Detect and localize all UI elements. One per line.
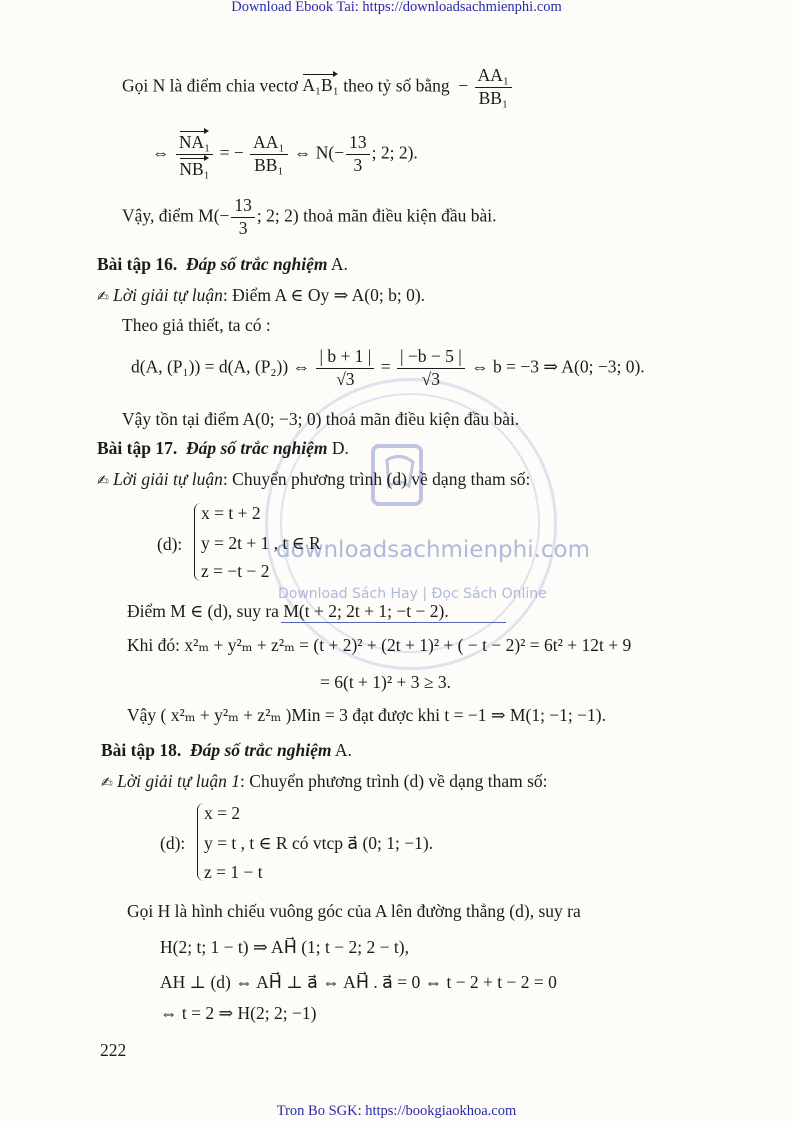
exercise-17-system-z: z = −t − 2 xyxy=(201,561,270,581)
exercise-17-system-y: y = 2t + 1 , t ∈ R xyxy=(201,533,321,553)
exercise-18-system-z: z = 1 − t xyxy=(204,862,263,882)
watermark-site: downloadsachmienphi.com xyxy=(276,537,591,563)
page-number: 222 xyxy=(100,1040,127,1060)
exercise-16-conclusion: Vậy tồn tại điểm A(0; −3; 0) thoả mãn điều kiện đầu bài. xyxy=(122,409,520,429)
exercise-18-projection: Gọi H là hình chiếu vuông góc của A lên đường thẳng (d), suy ra xyxy=(127,901,581,921)
exercise-18-h-coords: H(2; t; 1 − t) ⇒ AH⃗ (1; t − 2; 2 − t), xyxy=(160,937,409,957)
system-brace xyxy=(194,503,201,581)
ratio-fraction: $\frac{\text{AA₁}}{\text{BB₁}}$ xyxy=(475,65,512,110)
exercise-16-given: Theo giả thiết, ta có : xyxy=(122,315,271,335)
coord-fraction-m: $\frac{13}{3}$ xyxy=(231,195,255,240)
exercise-16-solution: ✍ Lời giải tự luận: Điểm A ∈ Oy ⇒ A(0; b; 0). xyxy=(97,285,426,305)
vector-fraction: $\frac{\text{NA₁}}{\text{NB₁}}$ xyxy=(176,128,213,181)
exercise-18-solution: ✍ Lời giải tự luận 1: Chuyển phương trình (d) về dạng tham số: xyxy=(101,771,548,791)
exercise-18-d-label: (d): xyxy=(160,833,186,853)
exercise-17-heading: Bài tập 17. Đáp số trắc nghiệm D. xyxy=(97,438,349,458)
header-download-link[interactable]: Download Ebook Tai: https://downloadsachmienphi.com xyxy=(231,0,562,15)
line-vector-ratio: Gọi N là điểm chia vectơ A₁B₁ theo tỷ số bằng − $\frac{\text{AA₁}}{\text{BB₁}}$ xyxy=(122,65,514,110)
pen-icon: ✍ xyxy=(97,289,109,305)
exercise-18-system-x: x = 2 xyxy=(204,803,241,823)
vector-a1b1: A₁B₁ xyxy=(302,71,339,96)
system-brace xyxy=(197,803,204,881)
watermark-slogan: Download Sách Hay | Đọc Sách Online xyxy=(278,586,547,602)
line-conclusion-m: Vậy, điểm M(− $\frac{13}{3}$ ; 2; 2) thoả mãn điều kiện đầu bài. xyxy=(122,195,497,238)
pen-icon: ✍ xyxy=(97,473,109,489)
exercise-18-perpendicular: AH ⊥ (d) ⇔ AH⃗ ⊥ a⃗ ⇔ AH⃗ . a⃗ = 0 ⇔ t − 2 + t − 2 = 0 xyxy=(160,972,557,992)
exercise-17-point-m: Điểm M ∈ (d), suy ra M(t + 2; 2t + 1; −t − 2). xyxy=(127,601,449,621)
exercise-17-system-x: x = t + 2 xyxy=(201,503,261,523)
exercise-17-min-value: = 6(t + 1)² + 3 ≥ 3. xyxy=(320,672,451,692)
pen-icon: ✍ xyxy=(101,775,113,791)
blue-underline xyxy=(281,622,506,623)
exercise-18-heading: Bài tập 18. Đáp số trắc nghiệm A. xyxy=(101,740,352,760)
line-equivalence-n: ⇔ $\frac{\text{NA₁}}{\text{NB₁}}$ = − $\frac{\text{AA₁}}{\text{BB₁}}$ ⇔ N(− $\frac{13}{3}$ ; 2; 2). xyxy=(152,128,418,181)
exercise-17-d-label: (d): xyxy=(157,534,183,554)
exercise-16-equation: d(A, (P₁)) = d(A, (P₂)) ⇔ $\frac{| b + 1 |}{√3}$ = $\frac{| -b - 5 |}{√3}$ ⇔ b = −3 ⇒ A(0; −3; 0). xyxy=(131,346,645,389)
exercise-16-heading: Bài tập 16. Đáp số trắc nghiệm A. xyxy=(97,254,348,274)
exercise-18-system-y: y = t , t ∈ R có vtcp a⃗ (0; 1; −1). xyxy=(204,833,434,853)
footer-sgk-link[interactable]: Tron Bo SGK: https://bookgiaokhoa.com xyxy=(276,1103,517,1119)
exercise-18-result: ⇔ t = 2 ⇒ H(2; 2; −1) xyxy=(160,1003,317,1023)
exercise-17-conclusion: Vậy ( x²ₘ + y²ₘ + z²ₘ )Min = 3 đạt được khi t = −1 ⇒ M(1; −1; −1). xyxy=(127,705,606,725)
exercise-17-solution: ✍ Lời giải tự luận: Chuyển phương trình (d) về dạng tham số: xyxy=(97,469,531,489)
coord-fraction: $\frac{13}{3}$ xyxy=(346,132,370,177)
ratio-fraction-2: $\frac{\text{AA₁}}{\text{BB₁}}$ xyxy=(250,132,287,177)
exercise-17-khi-do: Khi đó: x²ₘ + y²ₘ + z²ₘ = (t + 2)² + (2t + 1)² + ( − t − 2)² = 6t² + 12t + 9 xyxy=(127,635,632,655)
